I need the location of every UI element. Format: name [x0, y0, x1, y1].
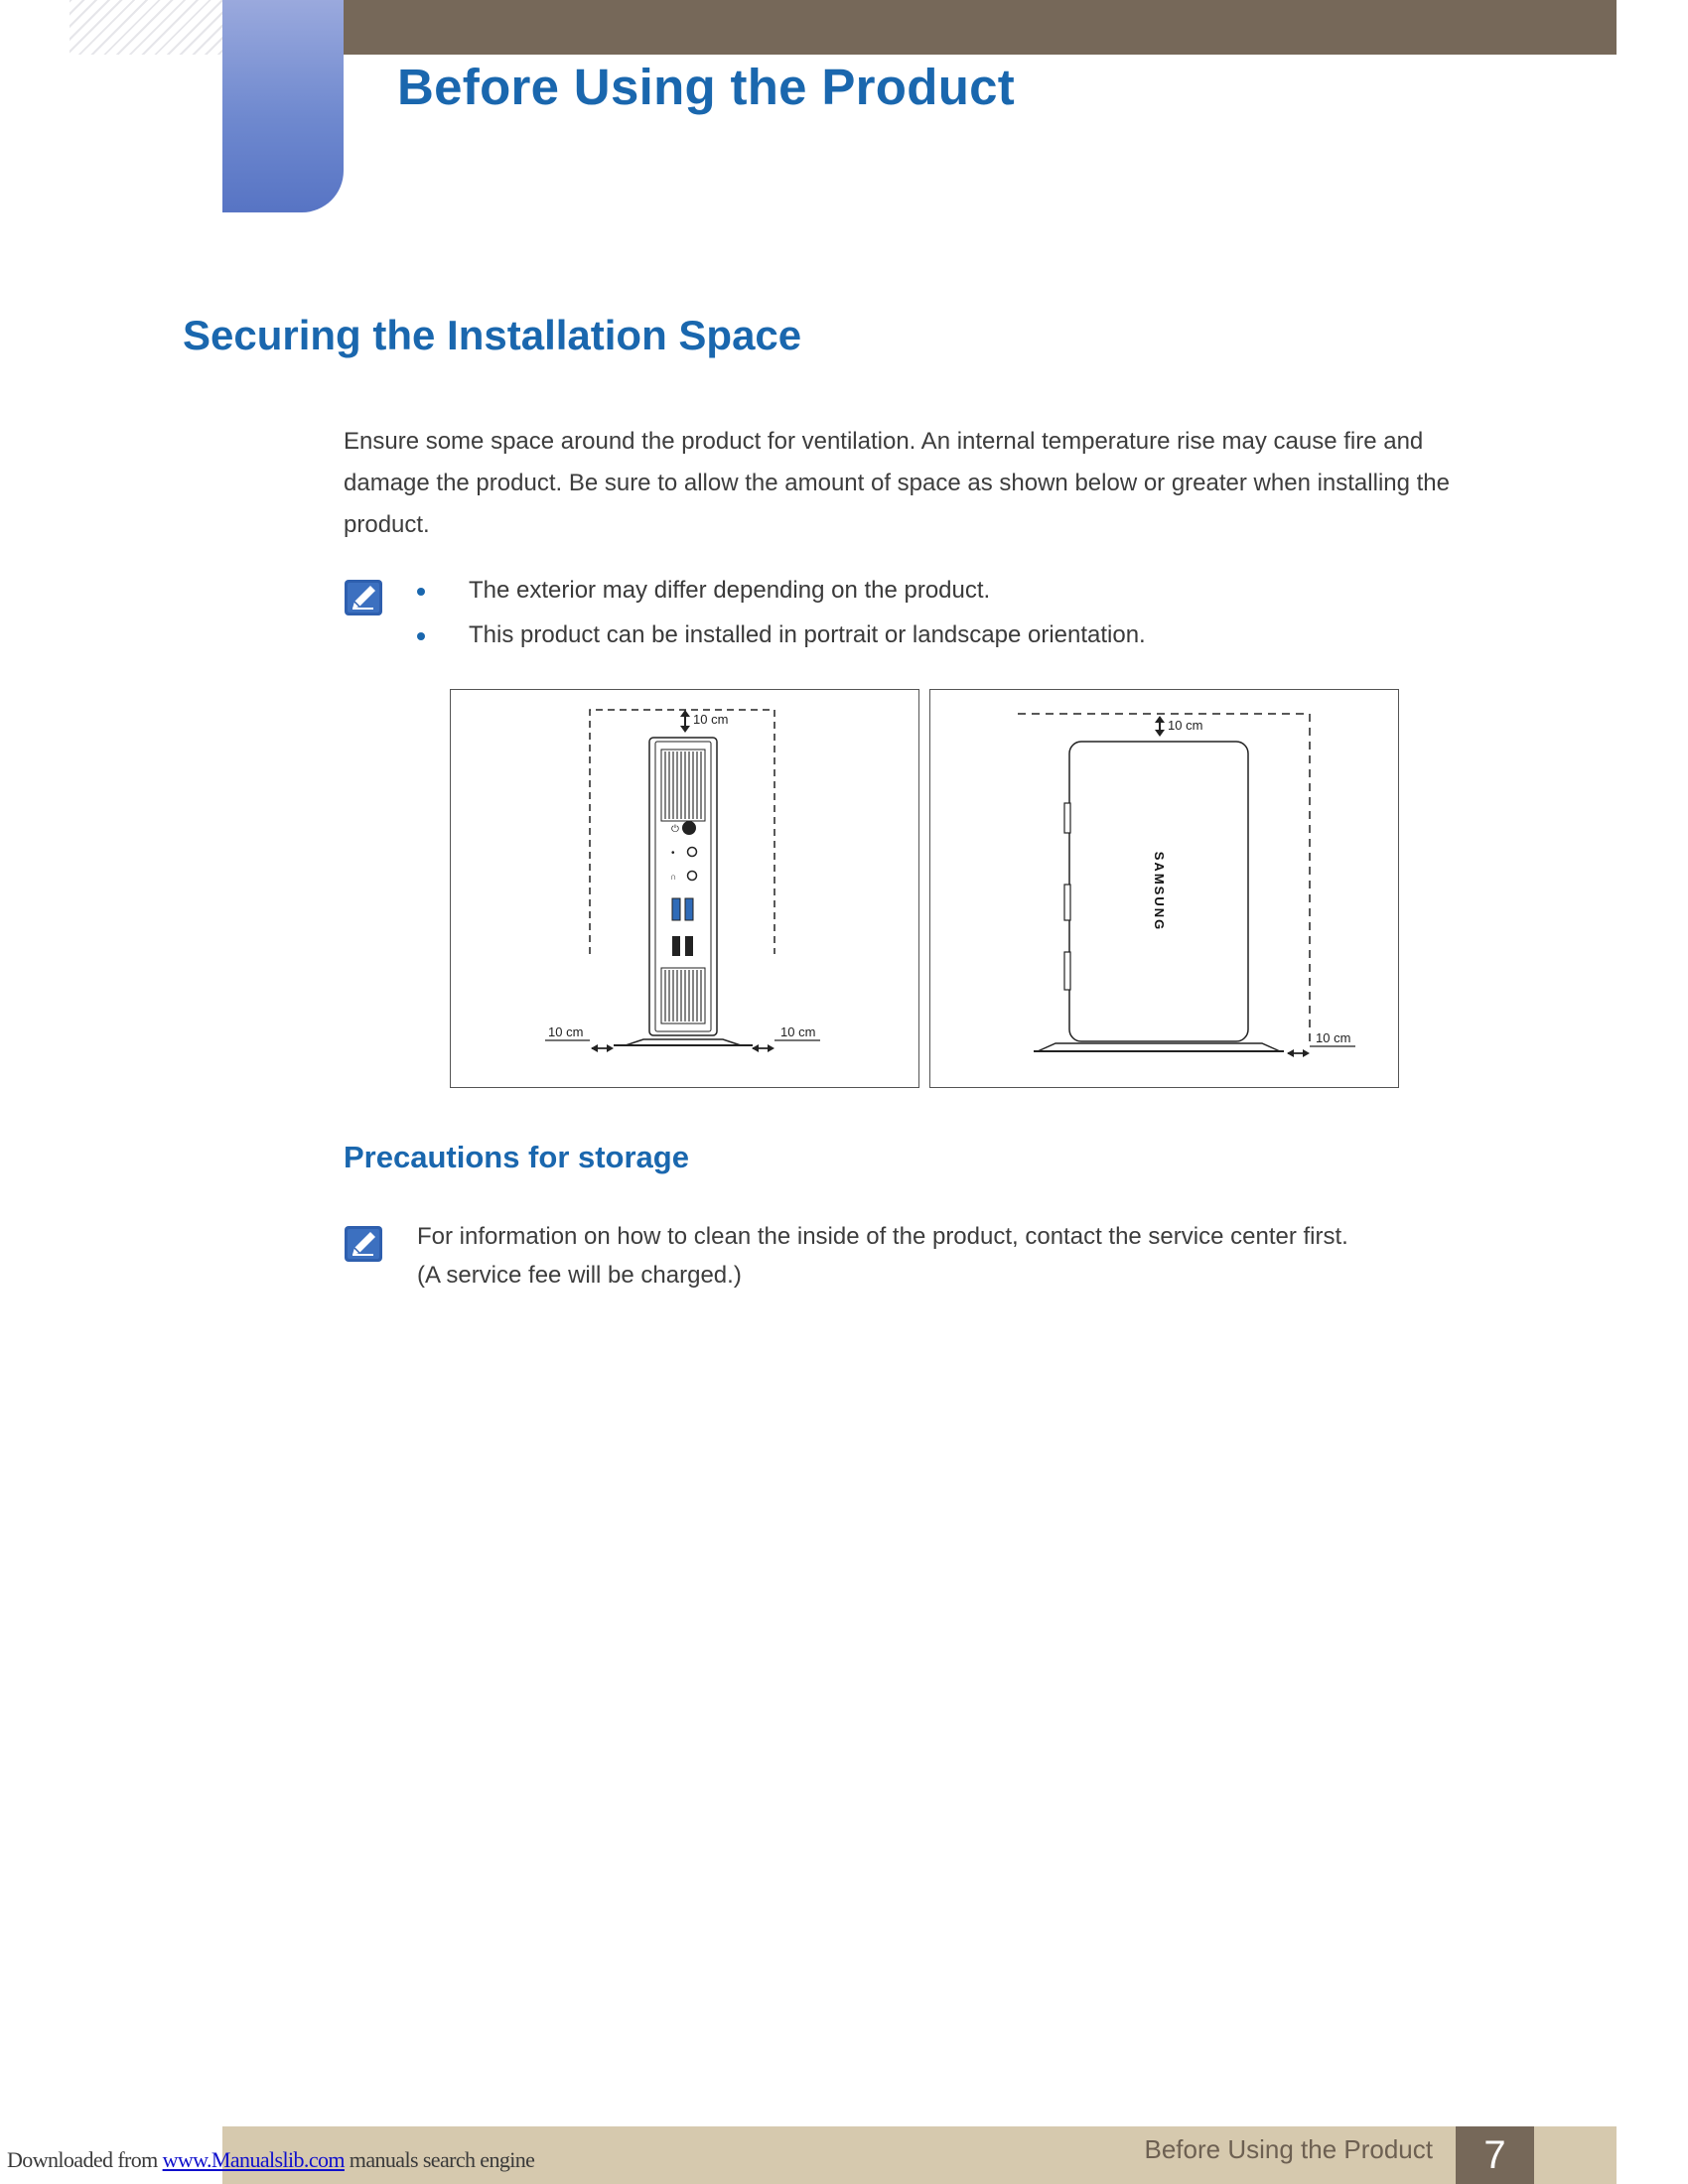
header-hatch-decoration: [70, 0, 223, 55]
note-text: The exterior may differ depending on the product.: [469, 577, 991, 604]
download-credit: [7, 2147, 534, 2173]
bottom-vent: [661, 968, 705, 1024]
right-clearance-label: 10 cm: [780, 1024, 816, 1039]
footer-chapter-title: Before Using the Product: [1144, 2134, 1433, 2164]
portrait-diagram: [451, 690, 920, 1089]
section-title: Securing the Installation Space: [183, 312, 802, 358]
mic-jack-icon: [688, 848, 697, 857]
note-icon: [344, 579, 383, 616]
top-vent: [661, 750, 705, 821]
storage-note: [417, 1217, 1460, 1295]
download-prefix: Downloaded from: [7, 2147, 163, 2172]
storage-title: Precautions for storage: [344, 1140, 689, 1174]
brand-logo-text: SAMSUNG: [1152, 851, 1167, 932]
storage-note-line: (A service fee will be charged.): [417, 1262, 742, 1289]
headphone-jack-icon: [688, 872, 697, 881]
power-button-icon: [682, 821, 696, 835]
svg-text:⏻: ⏻: [671, 824, 679, 835]
note-item: [417, 615, 1410, 660]
svg-text:∩: ∩: [670, 872, 677, 882]
chapter-title: Before Using the Product: [397, 59, 1016, 115]
note-text: This product can be installed in portrait or landscape orientation.: [469, 621, 1146, 648]
chapter-tab: [222, 0, 344, 212]
page-number: 7: [1456, 2126, 1534, 2184]
intro-paragraph: Ensure some space around the product for ventilation. An internal temperature rise may cause fire and damage the product. Be sure to allow the amount of space as shown below or greater when installing the product.: [344, 428, 1450, 538]
landscape-installation-figure: [929, 689, 1399, 1088]
top-clearance-label: 10 cm: [693, 712, 729, 727]
bullet-icon: [417, 588, 425, 596]
portrait-installation-figure: [450, 689, 919, 1088]
note-icon: [344, 1225, 383, 1263]
landscape-diagram: [930, 690, 1400, 1089]
note-list: [417, 571, 1410, 660]
bullet-icon: [417, 632, 425, 640]
note-item: [417, 571, 1410, 615]
storage-note-line: For information on how to clean the inside of the product, contact the service center first.: [417, 1223, 1348, 1250]
left-clearance-label: 10 cm: [548, 1024, 584, 1039]
header-bar: [344, 0, 1617, 55]
svg-text:•: •: [671, 848, 675, 859]
top-clearance-label: 10 cm: [1168, 718, 1203, 733]
download-suffix: manuals search engine: [344, 2147, 535, 2172]
side-clearance-label: 10 cm: [1316, 1030, 1351, 1045]
manualslib-link[interactable]: www.Manualslib.com: [162, 2147, 345, 2172]
